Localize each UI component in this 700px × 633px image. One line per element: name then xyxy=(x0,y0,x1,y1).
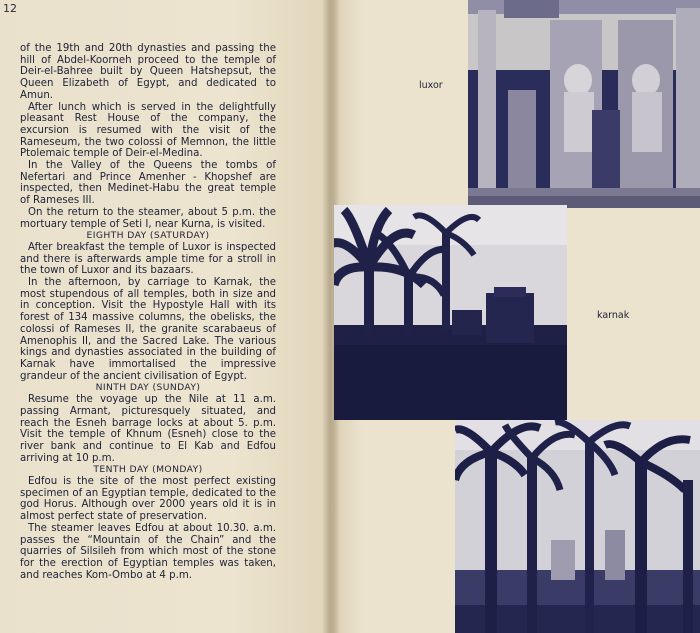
left-page xyxy=(0,0,330,633)
day-heading: NINTH DAY (SUNDAY) xyxy=(95,382,201,394)
itinerary-paragraph: The steamer leaves Edfou at about 10.30. a.m. passes the “Mountain of the Chain” and the quarries of Silsileh from which most of the stone for the erection of Egyptian temples was taken, and reaches Kom-Ombo at 4 p.m. xyxy=(20,522,276,581)
itinerary-paragraph: On the return to the steamer, about 5 p.m. the mortuary temple of Seti I, near Kurna, is visited. xyxy=(20,206,276,230)
itinerary-text xyxy=(20,43,276,581)
luxor-temple-photo xyxy=(468,0,700,208)
itinerary-paragraph: of the 19th and 20th dynasties and passing the hill of Abdel-Koorneh proceed to the temple of Deir-el-Bahree built by Queen Hatshepsut, the Queen Elizabeth of Egypt, and dedicated to Amun. xyxy=(20,43,276,101)
day-heading: TENTH DAY (MONDAY) xyxy=(93,464,203,476)
luxor-caption: luxor xyxy=(419,80,443,91)
itinerary-paragraph: In the Valley of the Queens the tombs of Nefertari and Prince Amenher - Khopshef are inspected, then Medinet-Habu the great temple of Rameses III. xyxy=(20,160,276,207)
karnak-caption: karnak xyxy=(597,310,630,321)
itinerary-paragraph: Resume the voyage up the Nile at 11 a.m. passing Armant, picturesquely situated, and reach the Esneh barrage locks at about 5. p.m. Visit the temple of Khnum (Esneh) close to the river bank and continue to El Kab and Edfou arriving at 10 p.m. xyxy=(20,394,276,464)
itinerary-paragraph: In the afternoon, by carriage to Karnak, the most stupendous of all temples, both in size and in conception. Visit the Hypostyle Hall with its forest of 134 massive columns, the obelisks, the colossi of Rameses II, the granite scarabaeus of Amenophis II, and the Sacred Lake. The various kings and dynasties associated in the building of Karnak have immortalised the impressive grandeur of the ancient civilisation of Egypt. xyxy=(20,277,276,382)
karnak-temple-photo xyxy=(334,205,567,420)
itinerary-paragraph: After lunch which is served in the delightfully pleasant Rest House of the company, the excursion is resumed with the visit of the Rameseum, the two colossi of Memnon, the little Ptolemaic temple of Deir-el-Medina. xyxy=(20,101,276,160)
itinerary-paragraph: Edfou is the site of the most perfect existing specimen of an Egyptian temple, dedicated to the god Horus. Although over 2000 years old it is in almost perfect state of preservation. xyxy=(20,476,276,523)
page-number: 12 xyxy=(3,2,17,15)
palm-grove-photo xyxy=(455,420,700,633)
day-heading: EIGHTH DAY (SATURDAY) xyxy=(86,230,210,242)
itinerary-paragraph: After breakfast the temple of Luxor is inspected and there is afterwards ample time for a stroll in the town of Luxor and its bazaars. xyxy=(20,241,276,277)
